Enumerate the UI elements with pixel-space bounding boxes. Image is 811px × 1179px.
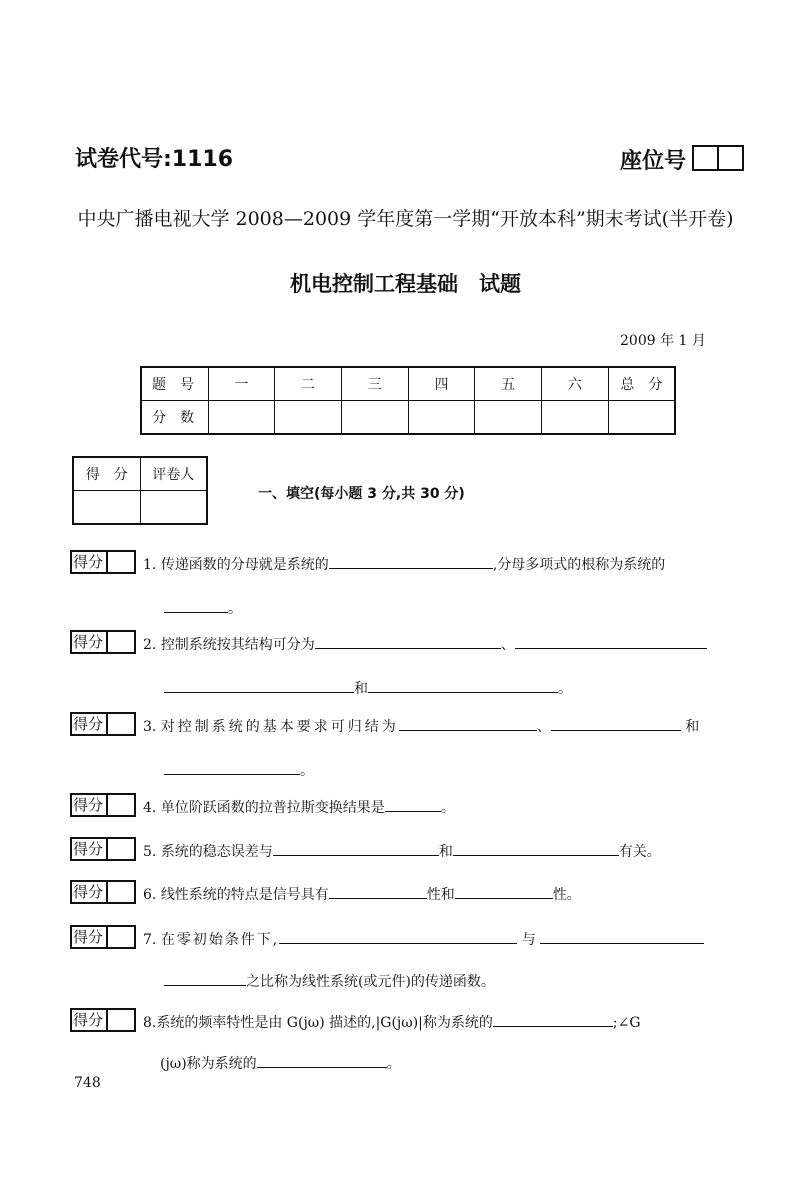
row-header-score: 分 数: [141, 401, 208, 435]
question-8-line-1: 8.系统的频率特性是由 G(jω) 描述的,|G(jω)|称为系统的 ;∠G: [143, 1012, 641, 1032]
answer-blank[interactable]: [368, 678, 558, 693]
answer-blank[interactable]: [453, 841, 619, 856]
score-cell[interactable]: [475, 401, 542, 435]
question-4-line-1: 4. 单位阶跃函数的拉普拉斯变换结果是 。: [143, 797, 455, 817]
score-cell[interactable]: [408, 401, 475, 435]
answer-blank[interactable]: [551, 716, 681, 731]
question-score-box[interactable]: 得分: [70, 793, 136, 817]
question-score-box[interactable]: 得分: [70, 712, 136, 736]
question-score-box[interactable]: 得分: [70, 550, 136, 574]
col-header-3: 三: [341, 367, 408, 401]
row-header-question-no: 题 号: [141, 367, 208, 401]
answer-blank[interactable]: [164, 760, 300, 775]
page-number: 748: [74, 1075, 101, 1091]
answer-blank[interactable]: [329, 884, 427, 899]
answer-blank[interactable]: [399, 716, 537, 731]
answer-blank[interactable]: [315, 634, 501, 649]
question-2-line-1: 2. 控制系统按其结构可分为 、: [143, 634, 707, 654]
question-score-box[interactable]: 得分: [70, 880, 136, 904]
question-5-line-1: 5. 系统的稳态误差与 和 有关。: [143, 841, 661, 861]
grader-cell[interactable]: [140, 491, 207, 525]
score-header: 得 分: [73, 457, 140, 491]
col-header-1: 一: [208, 367, 275, 401]
answer-blank[interactable]: [455, 884, 553, 899]
exam-date: 2009 年 1 月: [620, 333, 706, 349]
question-7-line-2: 之比称为线性系统(或元件)的传递函数。: [164, 971, 495, 991]
question-score-box[interactable]: 得分: [70, 837, 136, 861]
score-cell[interactable]: [542, 401, 609, 435]
answer-blank[interactable]: [279, 929, 517, 944]
answer-blank[interactable]: [329, 554, 493, 569]
question-1-line-1: 1. 传递函数的分母就是系统的 ,分母多项式的根称为系统的: [143, 554, 665, 574]
question-6-line-1: 6. 线性系统的特点是信号具有 性和 性。: [143, 884, 581, 904]
answer-blank[interactable]: [164, 598, 228, 613]
answer-blank[interactable]: [164, 678, 354, 693]
exam-title: 机电控制工程基础 试题: [290, 272, 521, 296]
answer-blank[interactable]: [257, 1053, 387, 1068]
answer-blank[interactable]: [164, 971, 246, 986]
university-exam-title: 中央广播电视大学 2008—2009 学年度第一学期“开放本科”期末考试(半开卷): [77, 208, 734, 230]
score-cell[interactable]: [275, 401, 342, 435]
question-3-line-1: 3. 对控制系统的基本要求可归结为 、 和: [143, 716, 699, 736]
col-header-5: 五: [475, 367, 542, 401]
score-table-row: [141, 401, 675, 435]
section-title: 一、填空(每小题 3 分,共 30 分): [258, 486, 465, 502]
answer-blank[interactable]: [515, 634, 707, 649]
answer-blank[interactable]: [540, 929, 704, 944]
answer-blank[interactable]: [273, 841, 439, 856]
question-score-box[interactable]: 得分: [70, 630, 136, 654]
question-score-box[interactable]: 得分: [70, 925, 136, 949]
col-header-4: 四: [408, 367, 475, 401]
question-3-line-2: 。: [164, 760, 314, 780]
grader-header: 评卷人: [140, 457, 207, 491]
seat-number-label: 座位号: [620, 149, 687, 174]
question-8-line-2: (jω)称为系统的 。: [160, 1053, 401, 1073]
score-cell[interactable]: [341, 401, 408, 435]
score-cell[interactable]: [608, 401, 675, 435]
answer-blank[interactable]: [493, 1012, 613, 1027]
score-table-row: [141, 367, 675, 401]
col-header-2: 二: [275, 367, 342, 401]
question-2-line-2: 和 。: [164, 678, 572, 698]
col-header-total: 总 分: [608, 367, 675, 401]
question-7-line-1: 7. 在零初始条件下, 与: [143, 929, 704, 949]
answer-blank[interactable]: [385, 797, 441, 812]
col-header-6: 六: [542, 367, 609, 401]
section-score-cell[interactable]: [73, 491, 140, 525]
seat-number-boxes: [692, 145, 744, 171]
score-summary-table: [140, 366, 676, 435]
paper-code: 试卷代号:1116: [75, 147, 234, 172]
score-cell[interactable]: [208, 401, 275, 435]
grader-table: [72, 456, 208, 525]
question-score-box[interactable]: 得分: [70, 1008, 136, 1032]
question-1-line-2: 。: [164, 598, 242, 618]
